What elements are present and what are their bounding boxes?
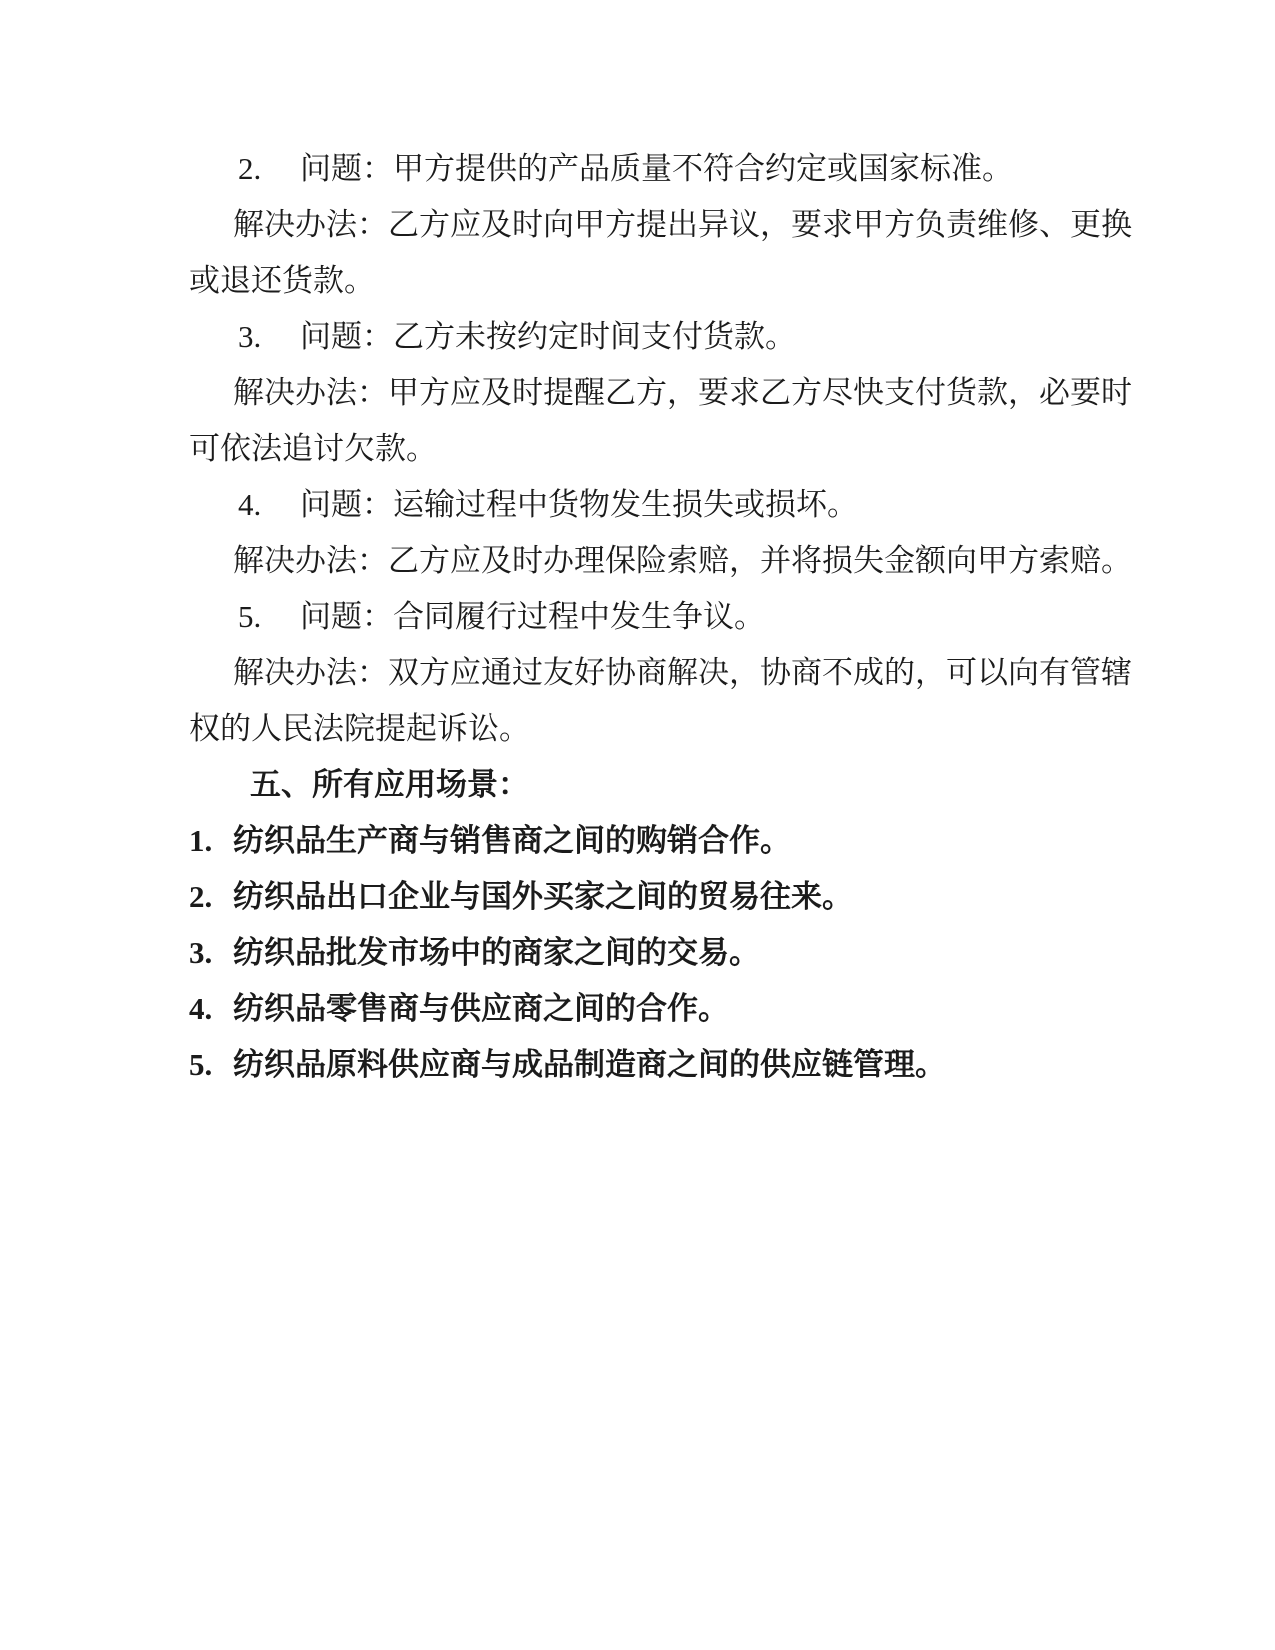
problem-line-4 <box>189 477 1090 533</box>
problem-line-2 <box>189 141 1090 197</box>
scenario-number: 1. <box>189 823 213 858</box>
scenario-item-5 <box>189 1037 1090 1093</box>
scenario-item-4 <box>189 981 1090 1037</box>
solution-line: 解决办法：双方应通过友好协商解决，协商不成的，可以向有管辖 <box>233 655 1132 690</box>
problem-line-5 <box>189 589 1090 645</box>
document-body <box>189 141 1132 1093</box>
problem-text: 问题：乙方未按约定时间支付货款。 <box>300 319 796 354</box>
section-heading: 五、所有应用场景： <box>250 767 529 802</box>
scenario-item-1 <box>189 813 1090 869</box>
solution-line-continued: 或退还货款。 <box>189 263 375 298</box>
problem-text: 问题：甲方提供的产品质量不符合约定或国家标准。 <box>300 151 1013 186</box>
solution-line: 解决办法：乙方应及时向甲方提出异议，要求甲方负责维修、更换 <box>233 207 1132 242</box>
scenario-text: 纺织品批发市场中的商家之间的交易。 <box>233 935 760 970</box>
solution-line: 解决办法：乙方应及时办理保险索赔，并将损失金额向甲方索赔。 <box>233 543 1132 578</box>
problem-text: 问题：合同履行过程中发生争议。 <box>300 599 765 634</box>
scenario-item-3 <box>189 925 1090 981</box>
scenario-text: 纺织品原料供应商与成品制造商之间的供应链管理。 <box>233 1047 946 1082</box>
problem-number: 5. <box>238 599 262 634</box>
scenario-text: 纺织品生产商与销售商之间的购销合作。 <box>233 823 791 858</box>
scenario-number: 3. <box>189 935 213 970</box>
scenario-item-2 <box>189 869 1090 925</box>
problem-number: 2. <box>238 151 262 186</box>
scenario-text: 纺织品出口企业与国外买家之间的贸易往来。 <box>233 879 853 914</box>
scenario-number: 2. <box>189 879 213 914</box>
solution-line-continued: 权的人民法院提起诉讼。 <box>189 711 530 746</box>
problem-text: 问题：运输过程中货物发生损失或损坏。 <box>300 487 858 522</box>
problem-line-3 <box>189 309 1090 365</box>
scenario-text: 纺织品零售商与供应商之间的合作。 <box>233 991 729 1026</box>
solution-line: 解决办法：甲方应及时提醒乙方，要求乙方尽快支付货款，必要时 <box>233 375 1132 410</box>
problem-number: 4. <box>238 487 262 522</box>
scenario-number: 5. <box>189 1047 213 1082</box>
scenario-number: 4. <box>189 991 213 1026</box>
problem-number: 3. <box>238 319 262 354</box>
solution-line-continued: 可依法追讨欠款。 <box>189 431 437 466</box>
